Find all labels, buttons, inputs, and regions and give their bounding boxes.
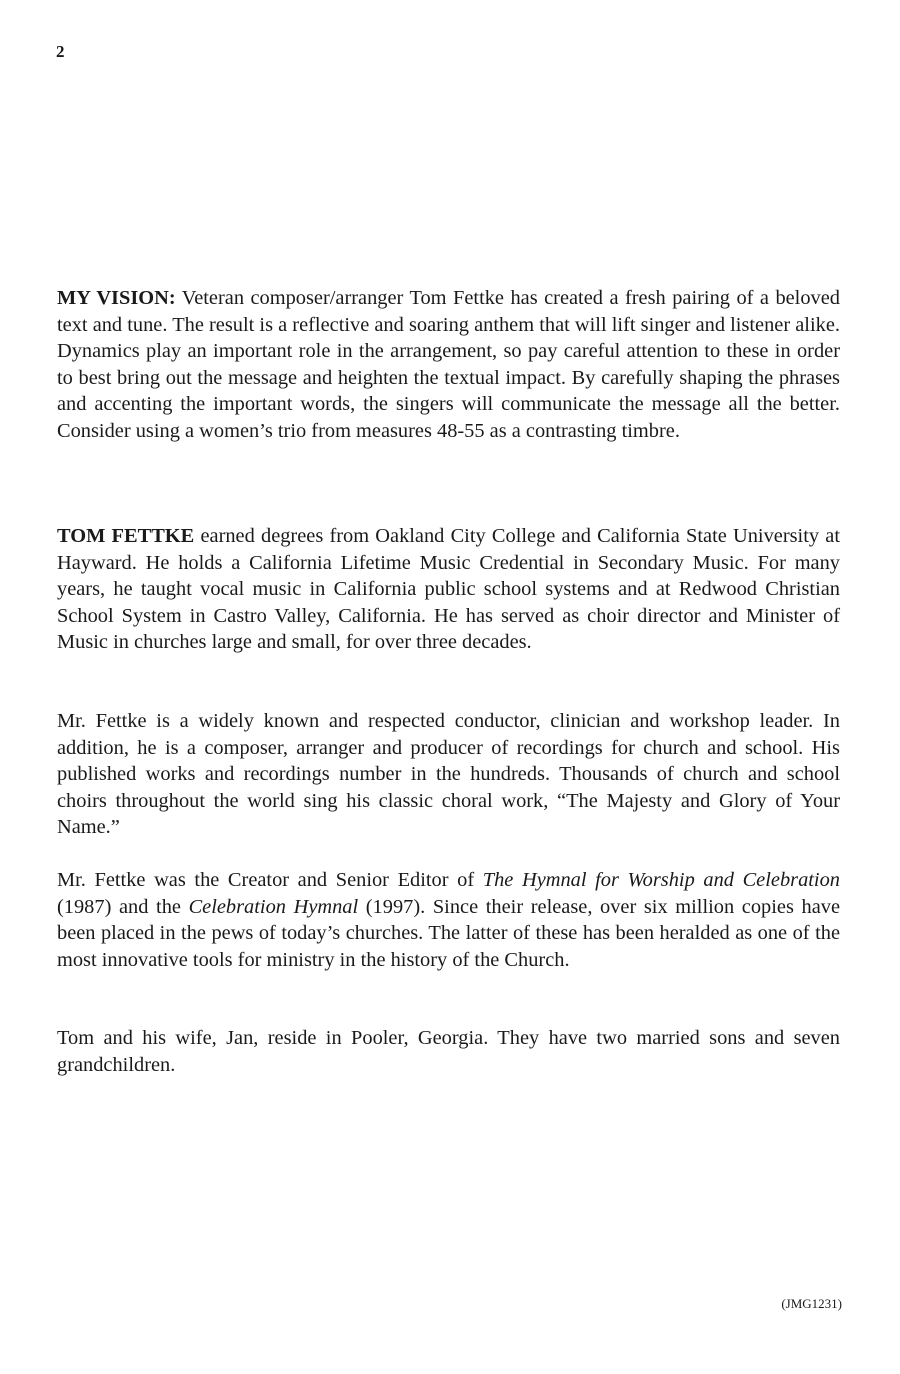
bio-paragraph-family bbox=[57, 1025, 840, 1078]
bio-family-text: Tom and his wife, Jan, reside in Pooler, Georgia. They have two married sons and seven grandchildren. bbox=[57, 1027, 840, 1076]
bio-paragraph-career bbox=[57, 708, 840, 841]
catalog-code: (JMG1231) bbox=[781, 1296, 842, 1311]
bio-hymnals-text-c: (1997). Since their release, over six million copies have been placed in the pews of today’s churches. The latter of these has been heralded as one of the most innovative tools for ministry in the history of the Church. bbox=[57, 895, 841, 971]
hymnal-title-celebration: Celebration Hymnal bbox=[188, 895, 359, 918]
bio-hymnals-text-b: (1987) and the bbox=[57, 895, 189, 918]
bio-paragraph-education bbox=[57, 523, 840, 656]
author-name-heading: TOM FETTKE bbox=[57, 525, 195, 547]
bio-paragraph-hymnals bbox=[57, 867, 840, 973]
bio-hymnals-text-a: Mr. Fettke was the Creator and Senior Editor of bbox=[57, 869, 483, 891]
my-vision-paragraph bbox=[57, 285, 840, 444]
page-number: 2 bbox=[56, 42, 65, 61]
bio-education-text: earned degrees from Oakland City College and California State University at Hayward. He holds a California Lifetime Music Credential in Secondary Music. For many years, he taught vocal music in California public school systems and at Redwood Christian School System in Castro Valley, California. He has served as choir director and Minister of Music in churches large and small, for over three decades. bbox=[57, 525, 840, 653]
bio-career-text: Mr. Fettke is a widely known and respected conductor, clinician and workshop leader. In addition, he is a composer, arranger and producer of recordings for church and school. His published works and recordings number in the hundreds. Thousands of church and school choirs throughout the world sing his classic choral work, “The Majesty and Glory of Your Name.” bbox=[57, 710, 840, 838]
my-vision-heading: MY VISION: bbox=[57, 287, 176, 309]
my-vision-text: Veteran composer/arranger Tom Fettke has created a fresh pairing of a beloved text and tune. The result is a reflective and soaring anthem that will lift singer and listener alike. Dynamics play an important role in the arrangement, so pay careful attention to these in order to best bring out the message and heighten the textual impact. By carefully shaping the phrases and accenting the important words, the singers will communicate the message all the better. Consider using a women’s trio from measures 48-55 as a contrasting timbre. bbox=[57, 287, 840, 442]
hymnal-title-worship-celebration: The Hymnal for Worship and Celebration bbox=[482, 869, 840, 891]
